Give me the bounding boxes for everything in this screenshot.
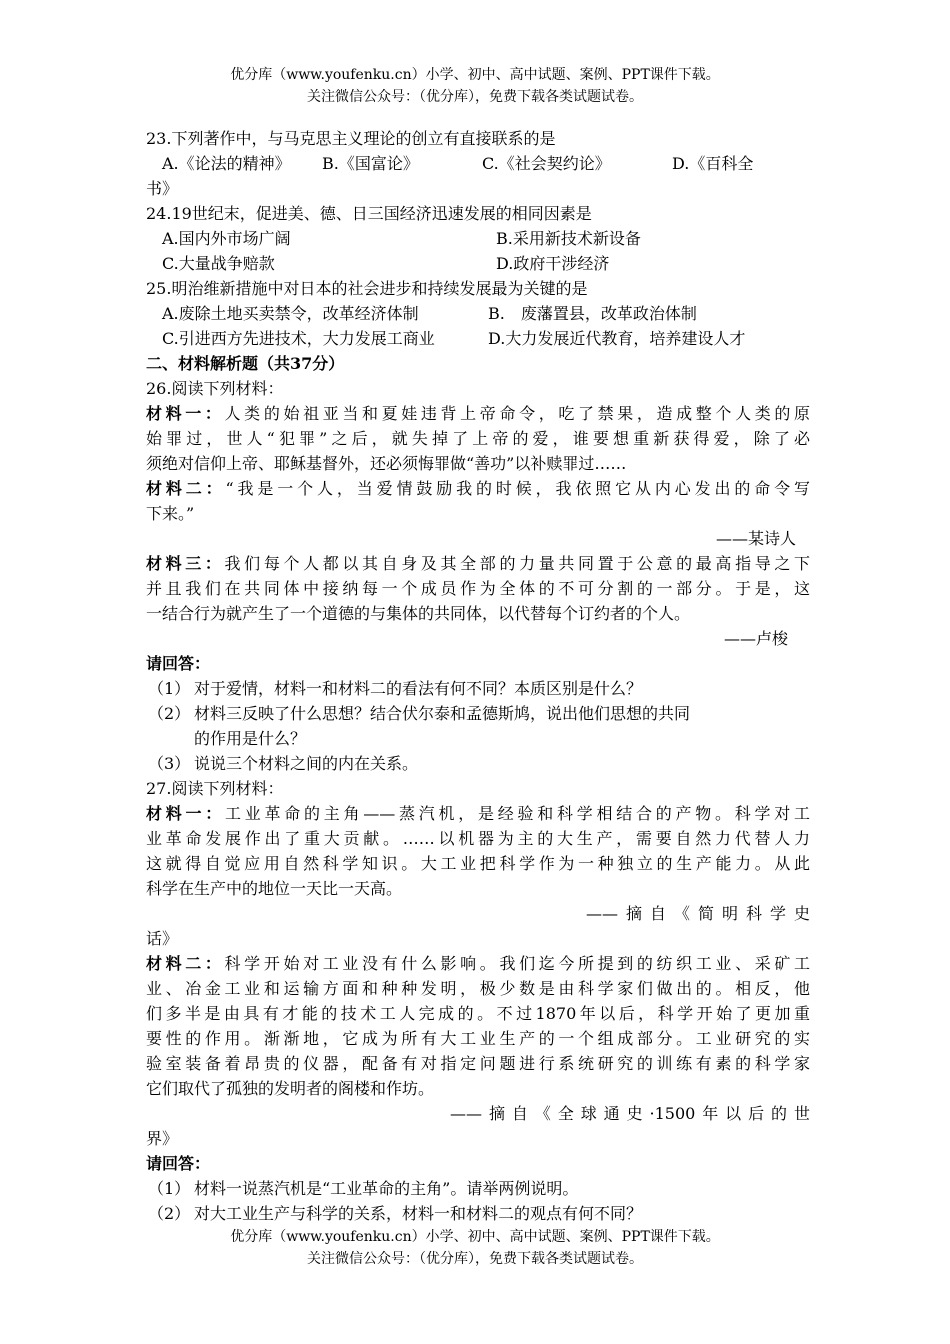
document-body: [146, 126, 810, 1226]
material-text: 并且我们在共同体中接纳每一个成员作为全体的不可分割的一部分。于是，这: [146, 579, 810, 598]
question-24-option-d: D.政府干涉经济: [496, 254, 610, 273]
question-26-material-2: [146, 476, 810, 551]
material-label: 材料二：: [146, 479, 226, 498]
header-line-1: 优分库（www.youfenku.cn）小学、初中、高中试题、案例、PPT课件下载。: [230, 67, 720, 83]
question-23: [146, 126, 810, 201]
question-25-stem: 25.明治维新措施中对日本的社会进步和持续发展最为关键的是: [146, 279, 588, 298]
question-27-sub-1: [146, 1176, 810, 1201]
material-text: 验室装备着昂贵的仪器，配备有对指定问题进行系统研究的训练有素的科学家: [146, 1054, 810, 1073]
sub-number: （2）: [148, 1204, 191, 1223]
question-24: [146, 201, 810, 276]
material-text: 一结合行为就产生了一个道德的与集体的共同体，以代替每个订约者的个人。: [146, 604, 691, 623]
material-text: 它们取代了孤独的发明者的阁楼和作坊。: [146, 1079, 435, 1098]
question-25: [146, 276, 810, 351]
sub-text: 对大工业生产与科学的关系，材料一和材料二的观点有何不同？: [194, 1204, 643, 1223]
question-25-option-d: D.大力发展近代教育，培养建设人才: [488, 329, 746, 348]
question-24-options-row1: [146, 226, 810, 251]
question-26-ask: 请回答：: [146, 654, 211, 673]
question-23-options: [146, 151, 810, 176]
material-text: 业革命发展作出了重大贡献。……以机器为主的大生产，需要自然力代替人力: [146, 829, 810, 848]
question-24-option-c: C.大量战争赔款: [162, 254, 275, 273]
question-25-options-row1: [146, 301, 810, 326]
question-23-option-d-cont: 书》: [146, 179, 179, 198]
material-label: 材料一：: [146, 404, 225, 423]
question-27-intro: 27.阅读下列材料：: [146, 779, 284, 798]
sub-text: 说说三个材料之间的内在关系。: [194, 754, 419, 773]
header-line-2: 关注微信公众号：（优分库），免费下载各类试题试卷。: [307, 89, 643, 105]
question-27-ask: 请回答：: [146, 1154, 211, 1173]
question-25-option-b: B. 废藩置县，改革政治体制: [488, 304, 697, 323]
question-26-material-3: [146, 551, 810, 651]
material-source: ——摘自《全球通史·1500年以后的世: [450, 1104, 810, 1123]
question-26-sub-3: [146, 751, 810, 776]
section-2-title: 二、材料解析题（共37分）: [146, 354, 345, 373]
material-label: 材料三：: [146, 554, 225, 573]
page-header: [0, 64, 950, 108]
question-24-stem: 24.19世纪末，促进美、德、日三国经济迅速发展的相同因素是: [146, 204, 592, 223]
question-23-option-a: A.《论法的精神》: [162, 154, 291, 173]
question-27: [146, 776, 810, 1226]
material-text: 工业革命的主角——蒸汽机，是经验和科学相结合的产物。科学对工: [225, 804, 810, 823]
material-text: 业、冶金工业和运输方面和种种发明，极少数是由科学家们做出的。相反，他: [146, 979, 810, 998]
sub-number: （2）: [148, 704, 191, 723]
question-23-option-c: C.《社会契约论》: [482, 154, 611, 173]
question-26-intro: 26.阅读下列材料：: [146, 379, 284, 398]
question-27-material-2: [146, 951, 810, 1151]
material-text: 下来。”: [146, 504, 195, 523]
sub-number: （3）: [148, 754, 191, 773]
material-text: 科学开始对工业没有什么影响。我们迄今所提到的纺织工业、采矿工: [224, 954, 810, 973]
material-label: 材料一：: [146, 804, 225, 823]
question-24-option-a: A.国内外市场广阔: [162, 229, 291, 248]
question-24-options-row2: [146, 251, 810, 276]
material-source: ——卢梭: [723, 629, 788, 648]
question-26-sub-1: [146, 676, 810, 701]
question-26-sub-2: [146, 701, 810, 726]
material-text: “我是一个人，当爱情鼓励我的时候，我依照它从内心发出的命令写: [225, 479, 810, 498]
question-27-sub-2: [146, 1201, 810, 1226]
sub-text: 材料一说蒸汽机是“工业革命的主角”。请举两例说明。: [194, 1179, 579, 1198]
footer-line-2: 关注微信公众号：（优分库），免费下载各类试题试卷。: [307, 1251, 643, 1267]
footer-line-1: 优分库（www.youfenku.cn）小学、初中、高中试题、案例、PPT课件下载。: [230, 1229, 720, 1245]
material-text: 须绝对信仰上帝、耶稣基督外，还必须悔罪做“善功”以补赎罪过……: [146, 454, 627, 473]
material-source: ——摘自《简明科学史: [586, 904, 810, 923]
question-25-options-row2: [146, 326, 810, 351]
question-23-option-b: B.《国富论》: [322, 154, 419, 173]
sub-number: （1）: [148, 1179, 191, 1198]
material-text: 人类的始祖亚当和夏娃违背上帝命令，吃了禁果，造成整个人类的原: [224, 404, 810, 423]
sub-text: 对于爱情，材料一和材料二的看法有何不同？本质区别是什么？: [194, 679, 643, 698]
material-text: 们多半是由具有才能的技术工人完成的。不过1870年以后，科学开始了更加重: [146, 1004, 810, 1023]
material-source-cont: 界》: [146, 1129, 179, 1148]
sub-text: 材料三反映了什么思想？结合伏尔泰和孟德斯鸠，说出他们思想的共同: [194, 704, 691, 723]
sub-text-cont: 的作用是什么？: [194, 729, 307, 748]
material-text: 科学在生产中的地位一天比一天高。: [146, 879, 403, 898]
material-text: 我们每个人都以其自身及其全部的力量共同置于公意的最高指导之下: [224, 554, 810, 573]
material-label: 材料二：: [146, 954, 225, 973]
material-text: 这就得自觉应用自然科学知识。大工业把科学作为一种独立的生产能力。从此: [146, 854, 810, 873]
material-text: 始罪过，世人“犯罪”之后，就失掉了上帝的爱，谁要想重新获得爱，除了必: [146, 429, 810, 448]
question-24-option-b: B.采用新技术新设备: [496, 229, 641, 248]
question-25-option-c: C.引进西方先进技术，大力发展工商业: [162, 329, 435, 348]
question-23-stem: 23.下列著作中，与马克思主义理论的创立有直接联系的是: [146, 129, 556, 148]
material-source: ——某诗人: [715, 529, 796, 548]
material-source-cont: 话》: [146, 929, 179, 948]
question-23-option-d: D.《百科全: [672, 154, 754, 173]
material-text: 要性的作用。渐渐地，它成为所有大工业生产的一个组成部分。工业研究的实: [146, 1029, 810, 1048]
question-26: [146, 376, 810, 776]
question-25-option-a: A.废除土地买卖禁令，改革经济体制: [162, 304, 419, 323]
question-27-material-1: [146, 801, 810, 951]
question-26-material-1: [146, 401, 810, 476]
page-footer: [0, 1226, 950, 1270]
sub-number: （1）: [148, 679, 191, 698]
